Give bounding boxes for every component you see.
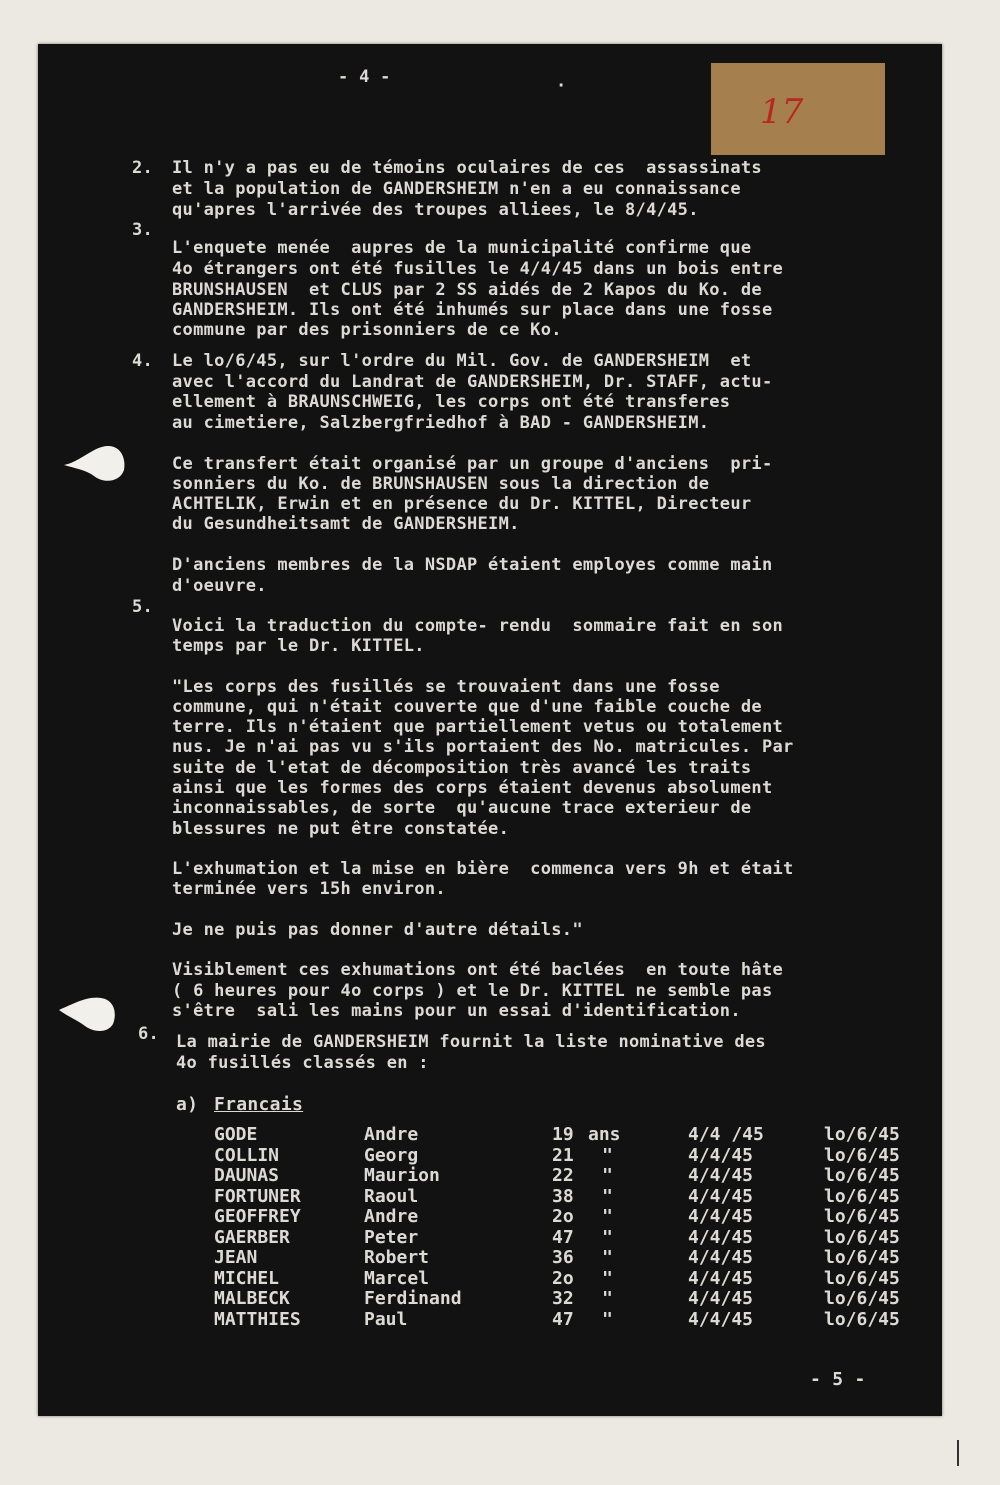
- victim-date-transferred: lo/6/45: [824, 1124, 900, 1145]
- victim-age-unit: ": [602, 1165, 613, 1186]
- comment-line: Visiblement ces exhumations ont été baclées en toute hâte: [172, 960, 784, 980]
- victim-first-name: Raoul: [364, 1185, 419, 1207]
- quote-line: commune, qui n'était couverte que d'une faible couche de: [172, 697, 762, 717]
- comment-line: ( 6 heures pour 4o corps ) et le Dr. KITTEL ne semble pas: [172, 981, 773, 1001]
- victim-date-transferred: lo/6/45: [824, 1308, 900, 1330]
- victim-first-name: Andre: [364, 1206, 419, 1227]
- victim-age: 32: [552, 1288, 574, 1309]
- section-6-line: La mairie de GANDERSHEIM fournit la liste nominative des: [176, 1032, 766, 1052]
- quote-line: terre. Ils n'étaient que partiellement vetus ou totalement: [172, 717, 784, 737]
- page-header: - 4 -: [338, 67, 391, 87]
- victim-date-transferred: lo/6/45: [824, 1247, 900, 1268]
- victim-first-name: Robert: [364, 1247, 430, 1268]
- victim-first-name: Andre: [364, 1124, 419, 1145]
- victim-date-shot: 4/4/45: [688, 1308, 754, 1330]
- victim-date-shot: 4/4 /45: [688, 1124, 764, 1145]
- section-5-intro-line: Voici la traduction du compte- rendu sommaire fait en son: [172, 616, 784, 636]
- archive-number: 17: [760, 92, 804, 132]
- victim-date-transferred: lo/6/45: [824, 1288, 900, 1309]
- subheading-letter: a): [176, 1094, 199, 1115]
- quote-line: terminée vers 15h environ.: [172, 879, 446, 899]
- victim-surname: FORTUNER: [214, 1185, 301, 1207]
- victim-first-name: Maurion: [364, 1165, 440, 1186]
- section-4-para2-line: Ce transfert était organisé par un groupe d'anciens pri-: [172, 454, 773, 474]
- victim-surname: GEOFFREY: [214, 1206, 301, 1227]
- section-3-line: 4o étrangers ont été fusilles le 4/4/45 dans un bois entre: [172, 259, 784, 279]
- victim-date-shot: 4/4/45: [688, 1267, 754, 1289]
- section-3-line: BRUNSHAUSEN et CLUS par 2 SS aidés de 2 Kapos du Ko. de: [172, 280, 762, 300]
- section-3-line: GANDERSHEIM. Ils ont été inhumés sur place dans une fosse: [172, 300, 773, 320]
- victim-surname: GAERBER: [214, 1226, 290, 1248]
- section-4-para2-line: ACHTELIK, Erwin et en présence du Dr. KITTEL, Directeur: [172, 494, 752, 514]
- victim-date-transferred: lo/6/45: [824, 1144, 900, 1166]
- victim-surname: GODE: [214, 1124, 258, 1145]
- section-4-line: avec l'accord du Landrat de GANDERSHEIM, Dr. STAFF, actu-: [172, 372, 773, 392]
- page-footer: - 5 -: [810, 1369, 866, 1390]
- victim-date-transferred: lo/6/45: [824, 1185, 900, 1207]
- victim-first-name: Peter: [364, 1226, 419, 1248]
- victim-date-shot: 4/4/45: [688, 1144, 754, 1166]
- punch-hole-top: [60, 440, 130, 490]
- victim-surname: MATTHIES: [214, 1308, 301, 1330]
- comment-line: s'être sali les mains pour un essai d'identification.: [172, 1001, 741, 1021]
- victim-date-shot: 4/4/45: [688, 1226, 754, 1248]
- quote-line: ainsi que les formes des corps étaient devenus absolument: [172, 778, 773, 798]
- quote-line: inconnaissables, de sorte qu'aucune trace exterieur de: [172, 798, 752, 818]
- punch-hole-bottom: [55, 990, 125, 1040]
- section-3-line: commune par des prisonniers de ce Ko.: [172, 320, 562, 340]
- section-3-number: 3.: [132, 220, 154, 240]
- victim-age: 21: [552, 1144, 574, 1166]
- victim-surname: JEAN: [214, 1247, 258, 1268]
- section-2-line: qu'apres l'arrivée des troupes alliees, le 8/4/45.: [172, 200, 699, 220]
- quote-line: "Les corps des fusillés se trouvaient dans une fosse: [172, 677, 720, 697]
- section-5-intro-line: temps par le Dr. KITTEL.: [172, 636, 425, 656]
- victim-first-name: Georg: [364, 1144, 419, 1166]
- section-6-number: 6.: [138, 1024, 160, 1044]
- victim-date-transferred: lo/6/45: [824, 1226, 900, 1248]
- victim-date-transferred: lo/6/45: [824, 1165, 900, 1186]
- section-4-para3-line: D'anciens membres de la NSDAP étaient employes comme main: [172, 555, 773, 575]
- victim-date-shot: 4/4/45: [688, 1288, 754, 1309]
- victim-date-transferred: lo/6/45: [824, 1267, 900, 1289]
- quote-line: suite de l'etat de décomposition très avancé les traits: [172, 758, 752, 778]
- victim-surname: DAUNAS: [214, 1165, 280, 1186]
- victim-age-unit: ": [602, 1144, 613, 1166]
- section-4-number: 4.: [132, 351, 154, 371]
- victim-age-unit: ans: [588, 1124, 621, 1145]
- section-4-para3-line: d'oeuvre.: [172, 576, 267, 596]
- section-2-line: Il n'y a pas eu de témoins oculaires de ces assassinats: [172, 158, 762, 178]
- section-4-para2-line: du Gesundheitsamt de GANDERSHEIM.: [172, 514, 520, 534]
- victim-surname: COLLIN: [214, 1144, 280, 1166]
- victim-surname: MICHEL: [214, 1267, 280, 1289]
- victim-age: 47: [552, 1226, 574, 1248]
- quote-line: nus. Je n'ai pas vu s'ils portaient des No. matricules. Par: [172, 737, 794, 757]
- victim-date-shot: 4/4/45: [688, 1165, 754, 1186]
- victim-date-shot: 4/4/45: [688, 1185, 754, 1207]
- section-4-line: Le lo/6/45, sur l'ordre du Mil. Gov. de GANDERSHEIM et: [172, 351, 752, 371]
- victim-age-unit: ": [602, 1247, 613, 1268]
- victim-first-name: Paul: [364, 1308, 408, 1330]
- section-6-line: 4o fusillés classés en :: [176, 1053, 429, 1073]
- section-4-line: au cimetiere, Salzbergfriedhof à BAD - GANDERSHEIM.: [172, 413, 710, 433]
- section-2-number: 2.: [132, 158, 154, 178]
- section-2-line: et la population de GANDERSHEIM n'en a eu connaissance: [172, 179, 741, 199]
- stray-mark: ·: [556, 76, 567, 96]
- victim-age: 47: [552, 1308, 574, 1330]
- victim-date-shot: 4/4/45: [688, 1206, 754, 1227]
- victim-surname: MALBECK: [214, 1288, 290, 1309]
- section-4-line: ellement à BRAUNSCHWEIG, les corps ont été transferes: [172, 392, 731, 412]
- edge-mark: [957, 1440, 959, 1466]
- quote-line: L'exhumation et la mise en bière commenca vers 9h et était: [172, 859, 794, 879]
- victim-age-unit: ": [602, 1226, 613, 1248]
- victim-age: 19: [552, 1124, 574, 1145]
- quote-line: blessures ne put être constatée.: [172, 819, 510, 839]
- victim-age-unit: ": [602, 1288, 613, 1309]
- victim-first-name: Marcel: [364, 1267, 430, 1289]
- victim-date-shot: 4/4/45: [688, 1247, 754, 1268]
- victim-age: 38: [552, 1185, 574, 1207]
- victim-age: 36: [552, 1247, 574, 1268]
- section-4-para2-line: sonniers du Ko. de BRUNSHAUSEN sous la direction de: [172, 474, 710, 494]
- section-5-number: 5.: [132, 597, 154, 617]
- victim-age: 2o: [552, 1206, 574, 1227]
- victim-age-unit: ": [602, 1267, 613, 1289]
- victim-age: 2o: [552, 1267, 574, 1289]
- victim-age: 22: [552, 1165, 574, 1186]
- victim-first-name: Ferdinand: [364, 1288, 462, 1309]
- quote-line: Je ne puis pas donner d'autre détails.": [172, 920, 583, 940]
- victim-date-transferred: lo/6/45: [824, 1206, 900, 1227]
- victim-age-unit: ": [602, 1308, 613, 1330]
- section-3-line: L'enquete menée aupres de la municipalité confirme que: [172, 238, 752, 258]
- victim-age-unit: ": [602, 1185, 613, 1207]
- victim-age-unit: ": [602, 1206, 613, 1227]
- subheading-francais: Francais: [214, 1094, 304, 1115]
